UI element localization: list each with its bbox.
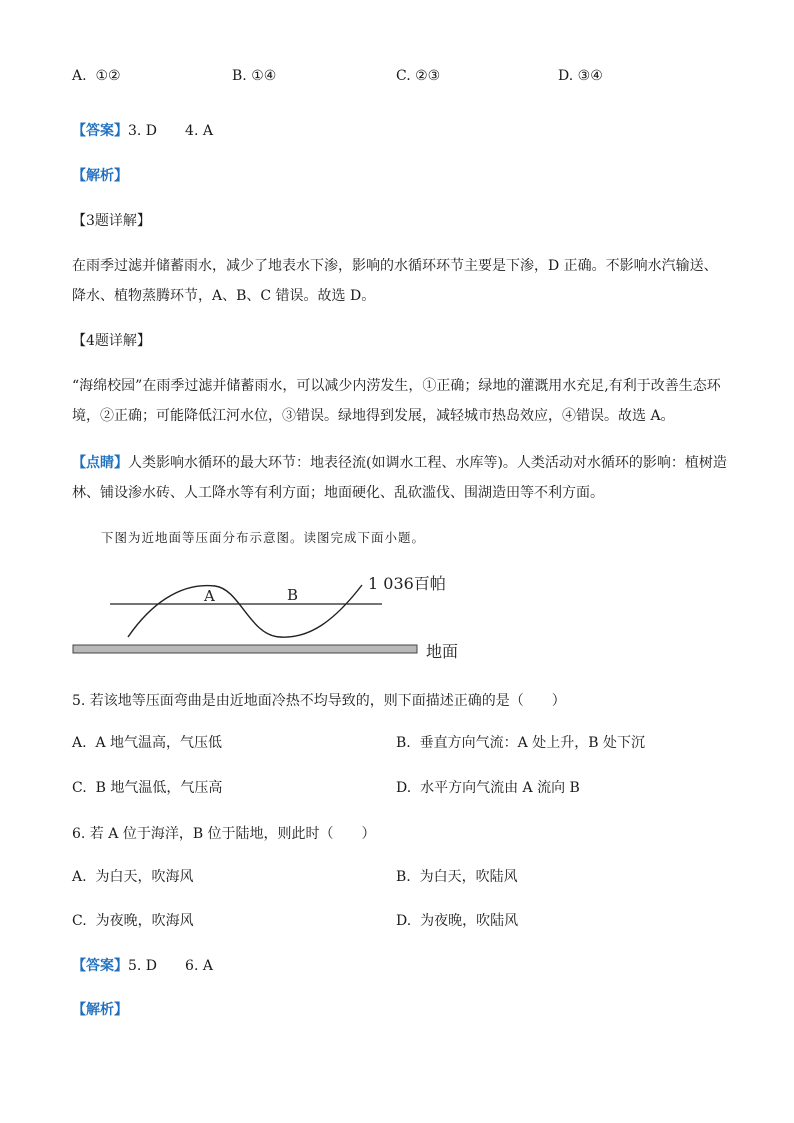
tip-paragraph: 【点睛】人类影响水循环的最大环节：地表径流(如调水工程、水库等)。人类活动对水循环的影响：植树造林、铺设渗水砖、人工降水等有利方面；地面硬化、乱砍滥伐、围湖造田等不利方面。 [72, 455, 727, 501]
isobar-curve [128, 585, 362, 637]
q6-option-a: A. 为白天，吹海风 [72, 869, 194, 885]
answer-tag-2: 【答案】 [72, 958, 128, 974]
answer-tag: 【答案】 [72, 123, 128, 139]
detail4-heading: 【4题详解】 [72, 333, 151, 349]
option-b: B. ①④ [232, 68, 277, 84]
option-d: D. ③④ [558, 68, 603, 84]
ground-label: 地面 [426, 642, 459, 661]
question-5-stem: 5. 若该地等压面弯曲是由近地面冷热不均导致的，则下面描述正确的是（ ） [72, 693, 566, 709]
option-a: A. ①② [72, 68, 121, 84]
detail4-text: “海绵校园”在雨季过滤并储蓄雨水，可以减少内涝发生，①正确；绿地的灌溉用水充足,有利于改善生态环境，②正确；可能降低江河水位，③错误。绿地得到发展，减轻城市热岛效应，④错误。故选 A。 [72, 378, 721, 424]
answer-line-2: 【答案】5. D 6. A [72, 958, 213, 974]
q5-option-a: A. A 地气温高，气压低 [72, 735, 223, 751]
detail3-heading: 【3题详解】 [72, 213, 151, 229]
question-6-stem: 6. 若 A 位于海洋，B 位于陆地，则此时（ ） [72, 826, 376, 842]
analysis-line-1: 【解析】 [72, 168, 128, 184]
figure-caption: 下图为近地面等压面分布示意图。读图完成下面小题。 [101, 530, 426, 545]
label-a: A [204, 587, 215, 605]
q6-option-d: D. 为夜晚，吹陆风 [396, 913, 519, 929]
q5-option-d: D. 水平方向气流由 A 流向 B [396, 780, 580, 796]
answer-text: 3. D 4. A [128, 123, 213, 139]
label-b: B [287, 586, 299, 604]
ground-bar [73, 645, 417, 653]
detail3-text: 在雨季过滤并储蓄雨水，减少了地表水下渗，影响的水循环环节主要是下渗，D 正确。不影响水汽输送、降水、植物蒸腾环节，A、B、C 错误。故选 D。 [72, 258, 718, 304]
q5-option-c: C. B 地气温低，气压高 [72, 780, 223, 796]
option-c: C. ②③ [396, 68, 441, 84]
q6-option-c: C. 为夜晚，吹海风 [72, 913, 194, 929]
q6-option-b: B. 为白天，吹陆风 [396, 869, 518, 885]
isobar-label: 1 036百帕 [368, 574, 446, 593]
q5-option-b: B. 垂直方向气流：A 处上升，B 处下沉 [396, 735, 645, 751]
analysis-line-2: 【解析】 [72, 1002, 128, 1018]
tip-tag: 【点睛】 [72, 455, 128, 471]
